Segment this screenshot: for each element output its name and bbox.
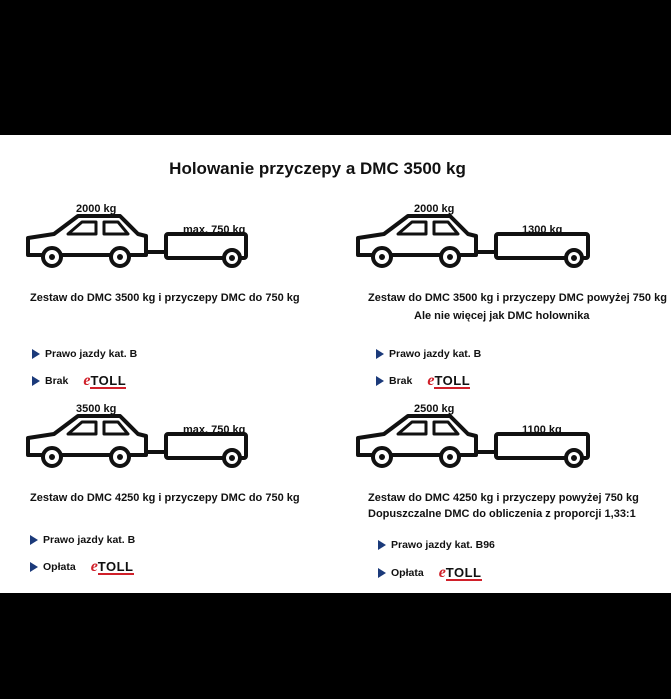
car-trailer-icon	[350, 400, 670, 480]
etoll-logo: e TOLL	[438, 564, 482, 581]
panel-bottom-right	[350, 400, 670, 600]
toll-label: Brak	[45, 375, 69, 387]
car-weight-label: 2500 kg	[414, 403, 455, 415]
arrow-bullet-icon	[32, 349, 40, 359]
toll-item	[30, 558, 134, 576]
license-label: Prawo jazdy kat. B	[389, 348, 482, 360]
license-item	[376, 348, 481, 360]
panel-bottom-left	[20, 400, 340, 600]
toll-item	[376, 372, 470, 390]
trailer-weight-label: 1100 kg	[522, 424, 562, 436]
description-line-2: Ale nie więcej jak DMC holownika	[414, 310, 590, 322]
license-label: Prawo jazdy kat. B	[43, 534, 136, 546]
toll-label: Brak	[389, 375, 413, 387]
arrow-bullet-icon	[378, 568, 386, 578]
license-label: Prawo jazdy kat. B	[45, 348, 138, 360]
car-weight-label: 2000 kg	[414, 203, 455, 215]
car-trailer-icon	[20, 200, 340, 280]
description-line-2: Dopuszczalne DMC do obliczenia z proporcji 1,33:1	[368, 508, 636, 520]
trailer-weight-label: max. 750 kg	[183, 224, 246, 236]
arrow-bullet-icon	[30, 562, 38, 572]
panel-top-right	[350, 200, 670, 400]
car-trailer-icon	[350, 200, 670, 280]
page-title: Holowanie przyczepy a DMC 3500 kg	[169, 159, 466, 178]
car-trailer-icon	[20, 400, 340, 480]
arrow-bullet-icon	[378, 540, 386, 550]
etoll-logo: e TOLL	[83, 372, 127, 389]
description-line-1: Zestaw do DMC 4250 kg i przyczepy DMC do 750 kg	[30, 492, 300, 504]
arrow-bullet-icon	[30, 535, 38, 545]
license-item	[32, 348, 137, 360]
trailer-weight-label: max. 750 kg	[183, 424, 246, 436]
license-item	[30, 534, 135, 546]
license-item	[378, 539, 495, 551]
car-weight-label: 3500 kg	[76, 403, 117, 415]
arrow-bullet-icon	[376, 376, 384, 386]
toll-label: Opłata	[43, 561, 76, 573]
toll-item	[32, 372, 126, 390]
car-weight-label: 2000 kg	[76, 203, 117, 215]
panel-top-left	[20, 200, 340, 400]
toll-item	[378, 564, 482, 582]
arrow-bullet-icon	[32, 376, 40, 386]
trailer-weight-label: 1300 kg	[522, 224, 563, 236]
description-line-1: Zestaw do DMC 3500 kg i przyczepy DMC do 750 kg	[30, 292, 300, 304]
etoll-logo: e TOLL	[427, 372, 471, 389]
license-label: Prawo jazdy kat. B96	[391, 539, 495, 551]
description-line-1: Zestaw do DMC 4250 kg i przyczepy powyżej 750 kg	[368, 492, 639, 504]
arrow-bullet-icon	[376, 349, 384, 359]
toll-label: Opłata	[391, 567, 424, 579]
etoll-logo: e TOLL	[90, 558, 134, 575]
description-line-1: Zestaw do DMC 3500 kg i przyczepy DMC powyżej 750 kg	[368, 292, 667, 304]
infographic-sheet	[0, 135, 671, 593]
